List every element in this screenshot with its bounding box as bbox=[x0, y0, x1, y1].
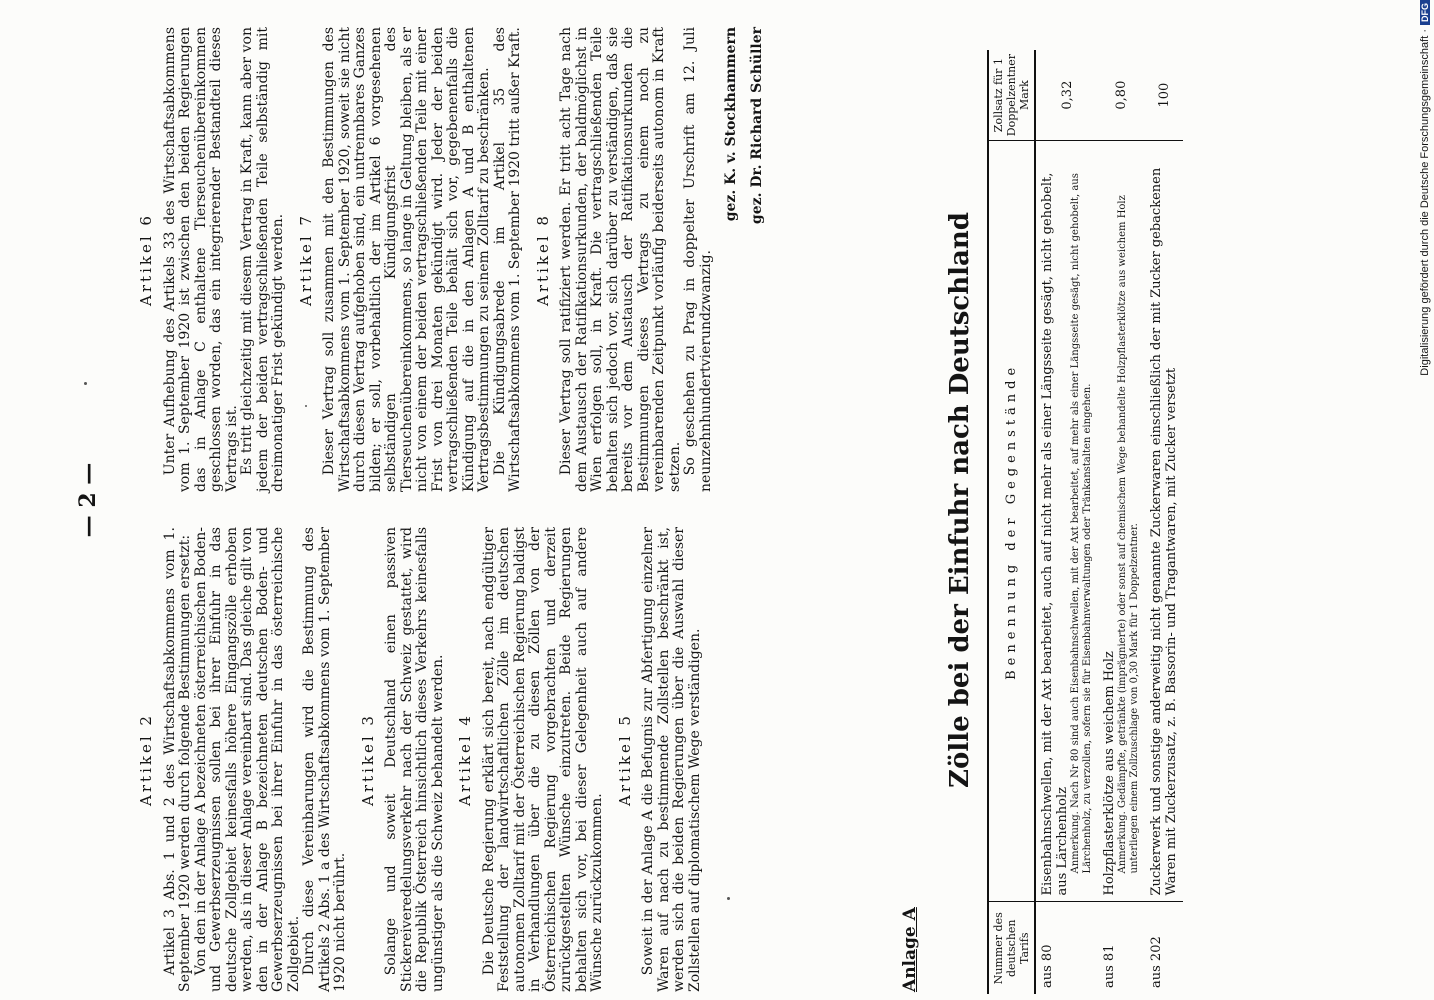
article-7-heading: Artikel 7 bbox=[296, 213, 315, 306]
left-column bbox=[127, 527, 703, 992]
table-header-row bbox=[988, 50, 1035, 994]
table-row bbox=[1098, 50, 1145, 994]
table-row bbox=[1145, 50, 1183, 994]
tariff-number-cell: aus 81 bbox=[1102, 944, 1117, 988]
signature-schueller: gez. Dr. Richard Schüller bbox=[748, 27, 765, 225]
article-3-heading: Artikel 3 bbox=[358, 713, 377, 806]
article-6-paragraph-1: Unter Aufhebung des Artikels 33 des Wirtschaftsabkommens vom 1. September 1920 ist zwischen den beiden Regierungen das in Anlage C enthaltene Tierseuchenübereinkommen geschlossen worden, das ein integrierender Bestandteil dieses Vertrags ist. bbox=[161, 27, 240, 492]
article-4-heading: Artikel 4 bbox=[456, 713, 474, 806]
article-2-paragraph-2: Von den in der Anlage A bezeichneten österreichischen Boden- und Gewerbserzeugnissen sollen bei ihrer Einfuhr in das deutsche Zollgebiet keinesfalls höhere Eingangszölle erhoben werden, als in dieser Anlage vereinbart sind. Das gleiche gilt von den in der Anlage B bezeichneten deutschen Boden- und Gewerbserzeugnissen bei ihrer Einfuhr in das österreichische Zollgebiet. bbox=[192, 527, 302, 992]
article-2-heading: Artikel 2 bbox=[137, 713, 155, 806]
rotated-document-page bbox=[75, 0, 1375, 1000]
page-number: — 2 — bbox=[75, 462, 101, 538]
anlage-a-label: Anlage A bbox=[900, 907, 920, 992]
article-8-heading: Artikel 8 bbox=[533, 213, 552, 306]
column-header-description: Benennung der Gegenstände bbox=[988, 141, 1035, 902]
column-header-duty-rate: Zollsatz für 1 Doppelzentner Mark bbox=[988, 50, 1035, 141]
description-cell bbox=[1145, 141, 1183, 902]
funding-caption: Digitalisierung gefördert durch die Deutsche Forschungsgemeinschaft · bbox=[1419, 29, 1431, 376]
duty-rate-cell: 0,32 bbox=[1059, 80, 1075, 110]
article-2-paragraph-1: Artikel 3 Abs. 1 und 2 des Wirtschaftsabkommens vom 1. September 1920 werden durch folgende Bestimmungen ersetzt: bbox=[161, 527, 193, 992]
description-text: Holzpflasterklötze aus weichem Holz bbox=[1102, 651, 1117, 896]
article-7-paragraph-2: Die Kündigungsabrede im Artikel 35 des Wirtschaftsabkommens vom 1. September 1920 tritt außer Kraft. bbox=[491, 27, 523, 492]
duty-rate-cell: 100 bbox=[1156, 82, 1172, 108]
right-column bbox=[127, 27, 765, 492]
description-cell bbox=[1098, 141, 1145, 902]
tariff-table-title: Zölle bei der Einfuhr nach Deutschland bbox=[945, 212, 975, 788]
article-5-heading: Artikel 5 bbox=[615, 713, 634, 806]
description-cell bbox=[1035, 141, 1098, 902]
description-text: Eisenbahnschwellen, mit der Axt bearbeitet, auch auf nicht mehr als einer Längsseite gesägt, nicht gehobelt, aus Lärchenholz bbox=[1040, 172, 1070, 896]
description-text: Zuckerwerk und sonstige anderweitig nicht genannte Zuckerwaren einschließlich der mit Zucker gebackenen Waren mit Zuckerzusatz, z. B. Bassorin- und Tragantwaren, mit Zucker versetzt bbox=[1149, 167, 1179, 896]
tariff-table bbox=[987, 50, 1183, 994]
signature-stockhammern: gez. K. v. Stockhammern bbox=[723, 27, 739, 222]
tariff-number-cell: aus 202 bbox=[1149, 936, 1164, 988]
article-6-heading: Artikel 6 bbox=[137, 213, 155, 306]
article-8-paragraph-2: So geschehen zu Prag in doppelter Urschrift am 12. Juli neunzehnhundertvierundzwanzig. bbox=[682, 27, 714, 492]
scan-speck bbox=[84, 382, 87, 385]
remark-text: Anmerkung. Gedämpfte, getränkte (imprägnierte) oder sonst auf chemischem Wege behandelte Holzpflasterklötze aus weichem Holz unterliegen einem Zollzuschlage von 0,30 Mark für 1 Doppelzentner. bbox=[1117, 195, 1140, 874]
tariff-number-cell: aus 80 bbox=[1040, 944, 1055, 988]
article-8-paragraph-1: Dieser Vertrag soll ratifiziert werden. Er tritt acht Tage nach dem Austausch der Ratifikationsurkunden, der baldmöglichst in Wien erfolgen soll, in Kraft. Die vertragschließenden Teile behalten sich jedoch vor, sich darüber zu verständigen, daß sie bereits vor dem Austausch der Ratifikationsurkunden die Bestimmungen dieses Vertrags zu einem noch zu vereinbarenden Zeitpunkt vorläufig beiderseits autonom in Kraft setzen. bbox=[558, 27, 683, 492]
remark-text: Anmerkung. Nach Nr 80 sind auch Eisenbahnschwellen, mit der Axt bearbeitet, auf mehr als einer Längsseite gesägt, nicht gehobelt, aus Lärchenholz, zu verzollen, sofern sie für Eisenbahnverwaltungen oder Tränkanstalten eingehen. bbox=[1070, 173, 1093, 874]
article-4-paragraph-1: Die Deutsche Regierung erklärt sich bereit, nach endgültiger Feststellung der landwirtschaftlichen Zölle im deutschen autonomen Zolltarif mit der Österreichischen Regierung baldigst in Verhandlungen über die zu diesen Zöllen von der Österreichischen Regierung vorgebrachten und derzeit zurückgestellten Wünsche einzutreten. Beide Regierungen behalten sich vor, bei dieser Gelegenheit auch auf andere Wünsche zurückzukommen. bbox=[480, 527, 605, 992]
article-3-paragraph-1: Solange und soweit Deutschland einen passiven Stickereiveredelungsverkehr nach der Schweiz gestattet, wird die Republik Österreich hinsichtlich dieses Verkehrs keinesfalls ungünstiger als die Schweiz behandelt werden. bbox=[383, 527, 446, 992]
table-row bbox=[1035, 50, 1098, 994]
article-2-paragraph-3: Durch diese Vereinbarungen wird die Bestimmung des Artikels 2 Abs. 1 a des Wirtschaftsabkommens vom 1. September 1920 nicht berührt. bbox=[301, 527, 348, 992]
article-6-paragraph-2: Es tritt gleichzeitig mit diesem Vertrag in Kraft, kann aber von jedem der beiden vertragschließenden Teile selbständig mit dreimonatiger Frist gekündigt werden. bbox=[239, 27, 286, 492]
article-7-paragraph-1: Dieser Vertrag soll zusammen mit den Bestimmungen des Wirtschaftsabkommens vom 1. September 1920, soweit sie nicht durch diesen Vertrag aufgehoben sind, ein untrennbares Ganzes bilden; er soll, vorbehaltlich der im Artikel 6 vorgesehenen selbständigen Kündigungsfrist des Tierseuchenübereinkommens, so lange in Geltung bleiben, als er nicht von einem der beiden vertragschließenden Teile mit einer Frist von drei Monaten gekündigt wird. Jeder der beiden vertragschließenden Teile behält sich vor, gegebenenfalls die Kündigung auf die in den Anlagen A und B enthaltenen Vertragsbestimmungen zu seinem Zolltarif zu beschränken. bbox=[321, 27, 492, 492]
scan-speck bbox=[727, 897, 730, 900]
dfg-logo: DFG bbox=[1420, 0, 1430, 25]
column-header-tariff-number: Nummer des deutschen Tarifs bbox=[988, 902, 1035, 994]
article-5-paragraph-1: Soweit in der Anlage A die Befugnis zur Abfertigung einzelner Waren auf nach zu bestimmende Zollstellen beschränkt ist, werden sich die beiden Regierungen über die Auswahl dieser Zollstellen auf diplomatischem Wege verständigen. bbox=[640, 527, 703, 992]
duty-rate-cell: 0,80 bbox=[1114, 80, 1129, 110]
scan-speck bbox=[305, 405, 307, 407]
digitization-caption bbox=[1419, 0, 1434, 1000]
